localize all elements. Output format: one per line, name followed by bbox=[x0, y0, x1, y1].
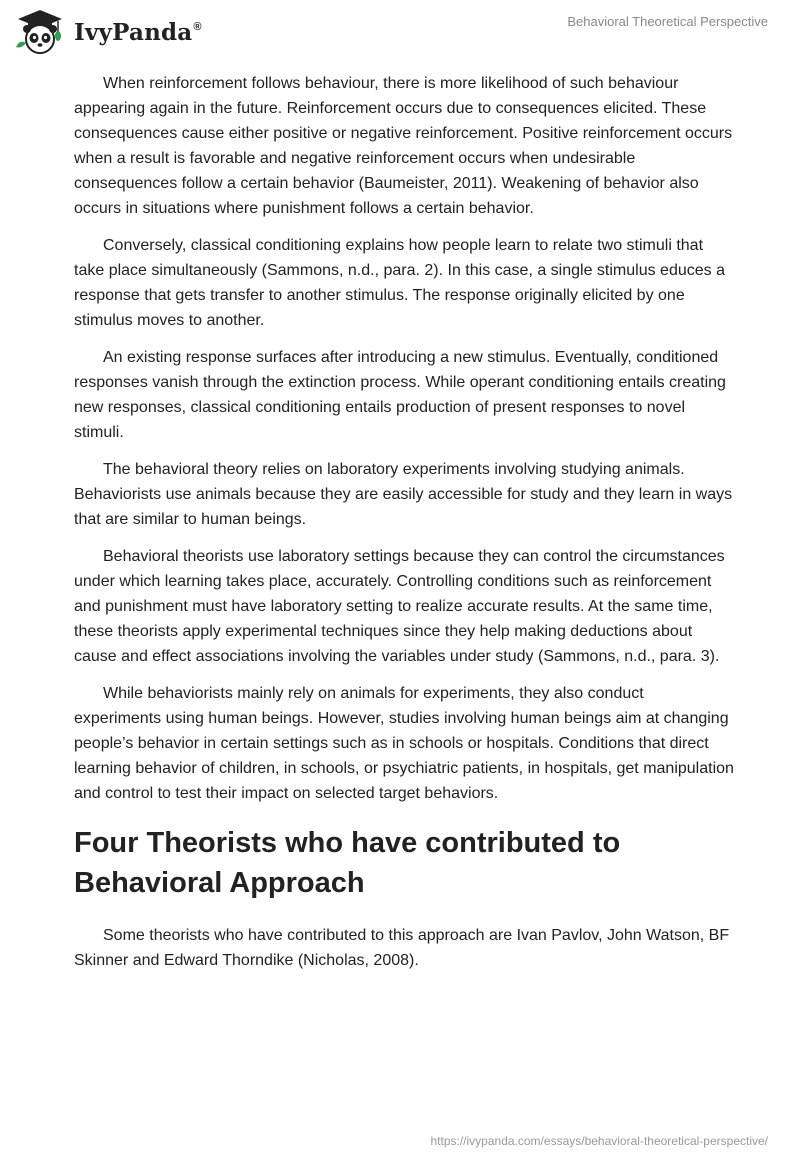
registered-mark: ® bbox=[193, 20, 202, 33]
essay-content bbox=[74, 71, 734, 985]
brand-name: IvyPanda® bbox=[74, 18, 202, 46]
section-paragraph: Some theorists who have contributed to this approach are Ivan Pavlov, John Watson, BF Skinner and Edward Thorndike (Nicholas, 2008). bbox=[74, 927, 730, 969]
footer-url[interactable]: https://ivypanda.com/essays/behavioral-theoretical-perspective/ bbox=[430, 1134, 768, 1148]
paragraph-5: Behavioral theorists use laboratory settings because they can control the circumstances under which learning takes place, accurately. Controlling conditions such as reinforcement and punishment must have laboratory setting to realize accurate results. At the same time, these theorists apply experimental techniques since they help making deductions about cause and effect associations involving the variables under study (Sammons, n.d., para. 3). bbox=[74, 548, 725, 665]
paragraph-6: While behaviorists mainly rely on animals for experiments, they also conduct experiments using human beings. However, studies involving human beings aim at changing people’s behavior in certain settings such as in schools or hospitals. Conditions that direct learning behavior of children, in schools, or psychiatric patients, in hospitals, get manipulation and control to test their impact on selected target behaviors. bbox=[74, 685, 734, 802]
paragraph-4: The behavioral theory relies on laboratory experiments involving studying animals. Behaviorists use animals because they are easily accessible for study and they learn in ways that are similar to human beings. bbox=[74, 461, 733, 528]
page-header bbox=[0, 0, 800, 60]
paragraph-2: Conversely, classical conditioning explains how people learn to relate two stimuli that take place simultaneously (Sammons, n.d., para. 2). In this case, a single stimulus educes a response that gets transfer to another stimulus. The response originally elicited by one stimulus moves to another. bbox=[74, 237, 725, 329]
document-title: Behavioral Theoretical Perspective bbox=[567, 14, 768, 29]
paragraph-1: When reinforcement follows behaviour, there is more likelihood of such behaviour appearing again in the future. Reinforcement occurs due to consequences elicited. These consequences cause either positive or negative reinforcement. Positive reinforcement occurs when a result is favorable and negative reinforcement occurs when undesirable consequences follow a certain behavior (Baumeister, 2011). Weakening of behavior also occurs in situations where punishment follows a certain behavior. bbox=[74, 75, 733, 217]
section-heading: Four Theorists who have contributed to Behavioral Approach bbox=[74, 827, 621, 899]
ivypanda-logo[interactable] bbox=[14, 8, 202, 56]
paragraph-3: An existing response surfaces after introducing a new stimulus. Eventually, conditioned responses vanish through the extinction process. While operant conditioning entails creating new responses, classical conditioning entails production of present responses to novel stimuli. bbox=[74, 349, 726, 441]
panda-graduation-cap-icon bbox=[14, 9, 66, 55]
